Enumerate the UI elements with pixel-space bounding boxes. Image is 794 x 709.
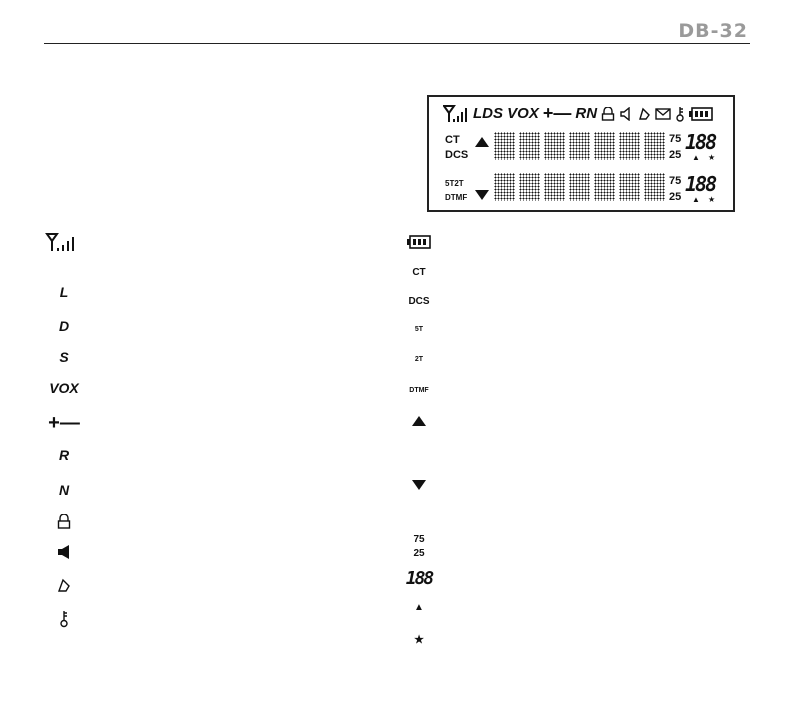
legend-r: R	[58, 447, 70, 463]
down-arrow-icon	[475, 190, 489, 200]
lock-icon	[601, 107, 615, 121]
legend-star: ★	[414, 634, 424, 646]
up-arrow-icon	[412, 416, 426, 426]
scan-icon	[57, 578, 71, 593]
legend-speaker	[46, 545, 82, 559]
legend-up-arrow	[401, 416, 437, 426]
lcd-matrix-bottom	[494, 173, 665, 201]
legend-small-up: ▲	[414, 602, 424, 613]
lcd-top-indicators	[443, 103, 713, 124]
legend-plus-minus: +—	[48, 412, 80, 434]
page-title: DB-32	[678, 20, 748, 42]
legend-vox: VOX	[49, 380, 79, 396]
lcd-top-seg: 188	[685, 130, 716, 154]
lcd-bottom-star: ★	[708, 195, 716, 204]
legend-d: D	[58, 318, 70, 334]
key-icon	[59, 610, 69, 628]
signal-strength-icon	[443, 105, 469, 123]
lcd-dcs-label: DCS	[445, 149, 469, 161]
legend-ct: CT	[412, 267, 426, 278]
legend-signal	[44, 233, 80, 253]
speaker-icon	[57, 545, 71, 559]
legend-dcs: DCS	[408, 296, 430, 307]
lcd-bottom-small-up: ▲	[692, 195, 700, 204]
lcd-lds-vox-label: LDS VOX	[473, 105, 539, 122]
legend-dtmf: DTMF	[409, 387, 429, 394]
legend-n: N	[58, 482, 70, 498]
envelope-icon	[655, 107, 671, 121]
legend-seg-display: 188	[405, 568, 433, 589]
legend-down-arrow	[401, 480, 437, 490]
lcd-top-small-up: ▲	[692, 153, 700, 162]
key-icon	[675, 106, 685, 122]
battery-icon	[407, 235, 431, 249]
battery-icon	[689, 107, 713, 121]
signal-strength-icon	[45, 233, 79, 253]
legend-lock	[46, 514, 82, 529]
lcd-top-75-25: 75 25	[669, 133, 682, 161]
up-arrow-icon	[475, 137, 489, 147]
legend-key	[46, 610, 82, 628]
legend-2t: 2T	[414, 356, 424, 363]
lcd-matrix-top	[494, 132, 665, 160]
down-arrow-icon	[412, 480, 426, 490]
legend-scan	[46, 578, 82, 593]
lcd-dtmf-label: DTMF	[445, 193, 468, 202]
lcd-bottom-seg: 188	[685, 172, 716, 196]
lcd-display	[427, 95, 735, 212]
header-divider	[44, 43, 750, 44]
legend-l: L	[59, 284, 69, 300]
lcd-5t2t-label: 5T2T	[445, 179, 464, 188]
lcd-top-star: ★	[708, 153, 716, 162]
lcd-bottom-75-25: 75 25	[669, 175, 682, 203]
lcd-ct-label: CT	[445, 134, 460, 146]
legend-battery	[401, 235, 437, 249]
lcd-rn-label: RN	[575, 105, 598, 122]
speaker-icon	[619, 107, 633, 121]
legend-s: S	[59, 349, 69, 365]
legend-25: 25	[413, 548, 425, 559]
scan-icon	[637, 107, 651, 121]
legend-75: 75	[413, 534, 425, 545]
lcd-plus-minus-label: +—	[542, 103, 572, 123]
legend-5t: 5T	[414, 326, 424, 333]
lock-icon	[57, 514, 71, 529]
